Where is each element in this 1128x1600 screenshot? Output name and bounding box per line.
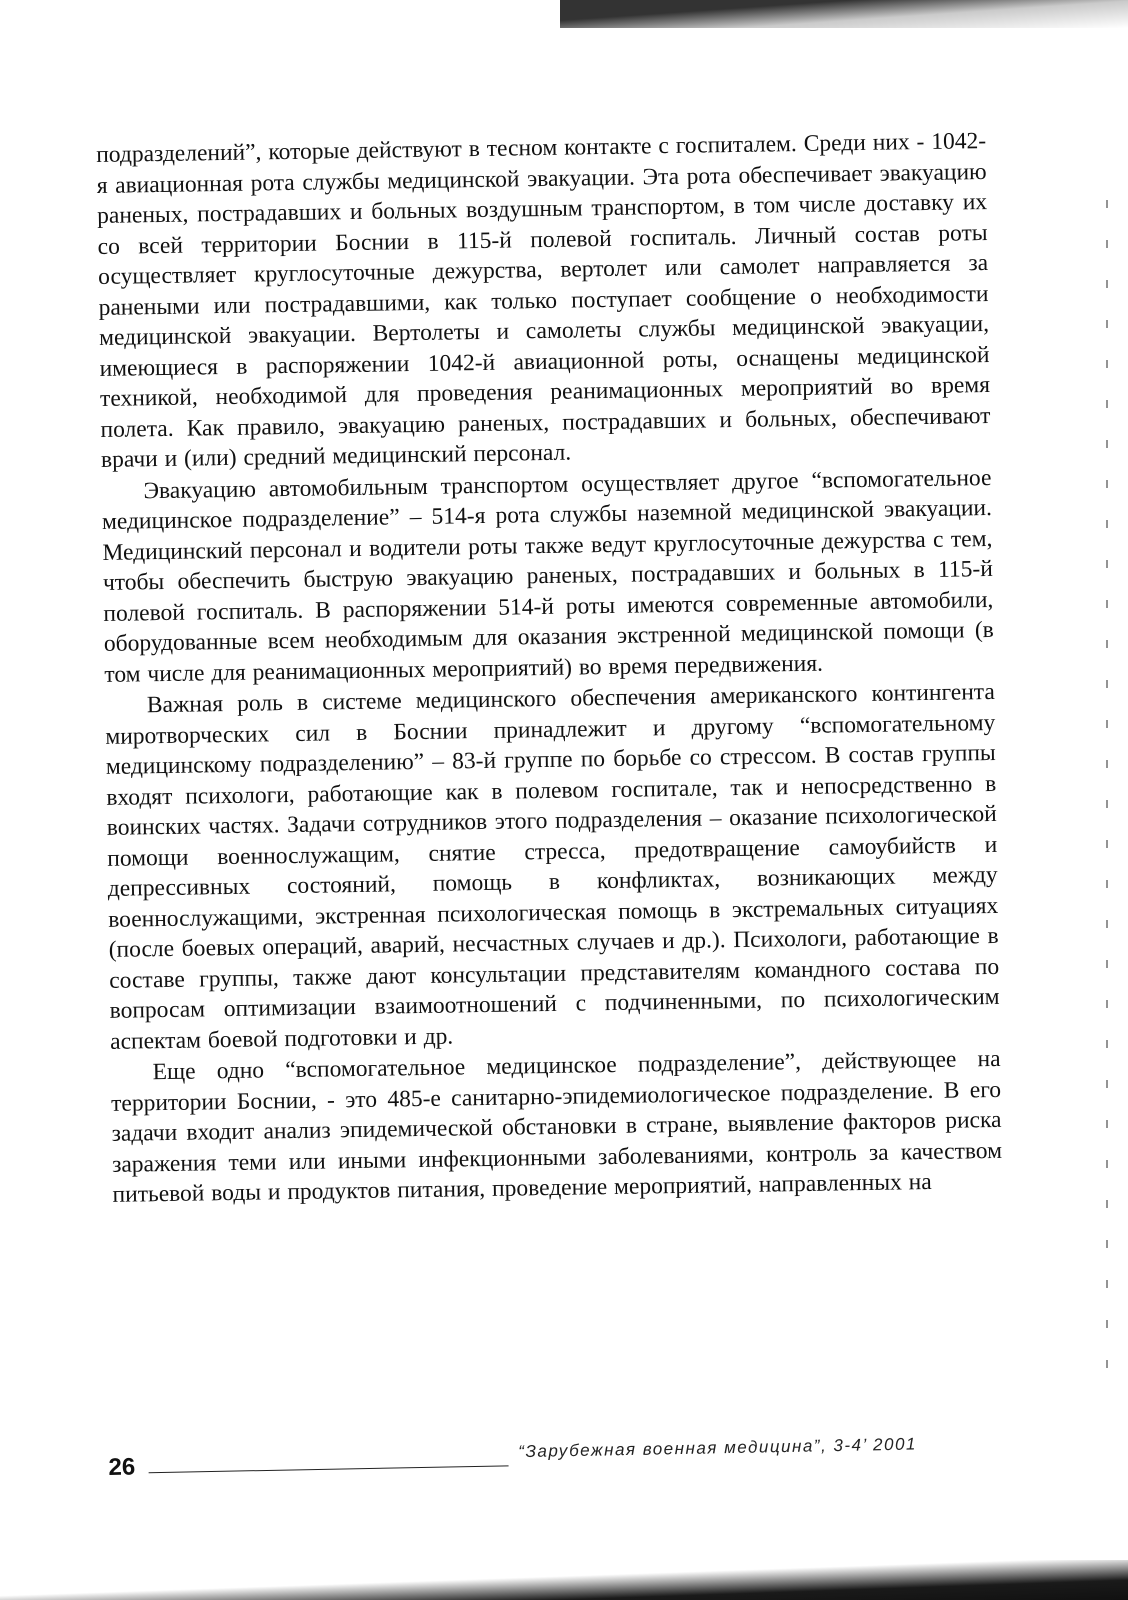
page-number: 26: [108, 1453, 136, 1481]
paragraph-4: Еще одно “вспомогательное медицинское подразделение”, действующее на территории Боснии, - это 485-е санитарно-эпидемиологическое подразделение. В его задачи входит анализ эпидемической обстановки в стране, выявление факторов риска заражения теми или иными инфекционными заболеваниями, контроль за качеством питьевой воды и продуктов питания, проведение мероприятий, направленных на: [110, 1045, 1003, 1208]
scan-edge-right: [1106, 200, 1108, 1400]
scan-edge-bottom: [0, 1560, 1128, 1600]
footer-rule: [149, 1465, 509, 1473]
scan-edge-top: [560, 0, 1128, 28]
paragraph-3: Важная роль в системе медицинского обеспечения американского контингента миротворческих сил в Боснии принадлежит и другому “вспомогательному медицинскому подразделению” – 83-й группе по борьбе со стрессом. В состав группы входят психологи, работающие как в полевом госпитале, так и непосредственно в воинских частях. Задачи сотрудников этого подразделения – оказание психологической помощи военнослужащим, снятие стресса, предотвращение самоубийств и депрессивных состояний, помощь в конфликтах, возникающих между военнослужащими, экстренная психологическая помощь в экстремальных ситуациях (после боевых операций, аварий, несчастных случаев и др.). Психологи, работающие в составе группы, также дают консультации представителям командного состава по вопросам оптимизации взаимоотношений с подчиненными, по психологическим аспектам боевой подготовки и др.: [105, 678, 1000, 1055]
paragraph-2: Эвакуацию автомобильным транспортом осуществляет другое “вспомогательное медицинское подразделение” – 514-я рота службы наземной медицинской эвакуации. Медицинский персонал и водители роты также ведут круглосуточные дежурства с тем, чтобы обеспечить быструю эвакуацию раненых, пострадавших и больных в 115-й полевой госпиталь. В распоряжении 514-й роты имеются современные автомобили, оборудованные всем необходимым для оказания экстренной медицинской помощи (в том числе для реанимационных мероприятий) во время передвижения.: [101, 464, 995, 688]
journal-citation: “Зарубежная военная медицина”, 3-4’ 2001: [518, 1434, 918, 1462]
paragraph-1: подразделений”, которые действуют в тесном контакте с госпиталем. Среди них - 1042-я авиационная рота службы медицинской эвакуации. Эта рота обеспечивает эвакуацию раненых, пострадавших и больных воздушным транспортом, в том числе доставку их со всей территории Боснии в 115-й полевой госпиталь. Личный состав роты осуществляет круглосуточные дежурства, вертолет или самолет направляется за ранеными или пострадавшими, как только поступает сообщение о необходимости медицинской эвакуации. Вертолеты и самолеты службы медицинской эвакуации, имеющиеся в распоряжении 1042-й авиационной роты, оснащены медицинской техникой, необходимой для проведения реанимационных мероприятий во время полета. Как правило, эвакуацию раненых, пострадавших и больных, обеспечивают врачи и (или) средний медицинский персонал.: [96, 128, 991, 473]
article-body: [96, 126, 1003, 1210]
page-footer: [108, 1423, 989, 1480]
